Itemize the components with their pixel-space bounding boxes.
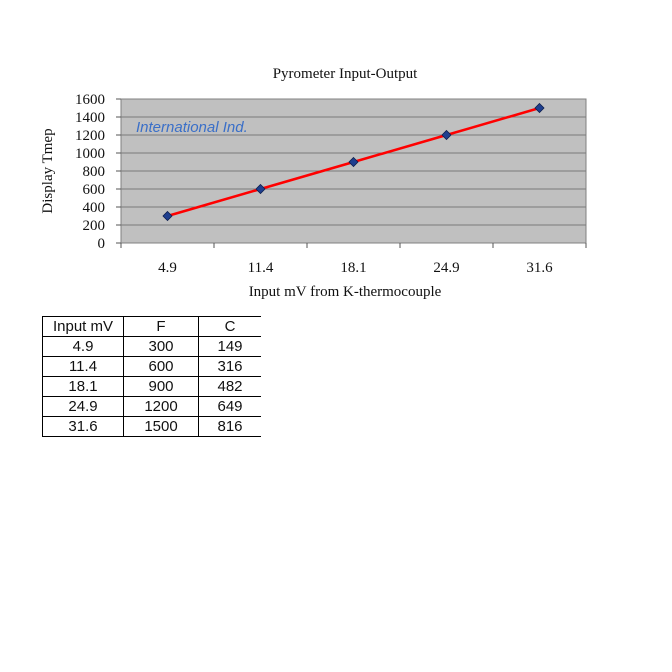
table-cell: 31.6 xyxy=(43,417,124,437)
watermark-text: International Ind. xyxy=(136,119,248,136)
y-tick-label: 800 xyxy=(82,164,105,180)
table-cell: 300 xyxy=(124,337,199,357)
y-tick-label: 0 xyxy=(97,236,105,252)
table-row xyxy=(43,337,262,357)
x-tick-label: 24.9 xyxy=(433,260,460,276)
table-cell: 18.1 xyxy=(43,377,124,397)
table-cell: 149 xyxy=(199,337,262,357)
data-table xyxy=(42,316,261,437)
table-header-c: C xyxy=(199,317,262,337)
table-cell: 600 xyxy=(124,357,199,377)
table-cell: 24.9 xyxy=(43,397,124,417)
y-axis-ticks xyxy=(75,92,121,252)
x-tick-label: 11.4 xyxy=(247,260,274,276)
table-header-row xyxy=(43,317,262,337)
table-row xyxy=(43,357,262,377)
y-tick-label: 400 xyxy=(82,200,105,216)
table-row xyxy=(43,377,262,397)
chart-title: Pyrometer Input-Output xyxy=(272,66,418,82)
table-cell: 11.4 xyxy=(43,357,124,377)
y-tick-label: 1400 xyxy=(75,110,105,126)
table-cell: 1500 xyxy=(124,417,199,437)
y-axis-label: Display Tmep xyxy=(40,128,56,214)
x-tick-label: 31.6 xyxy=(526,260,553,276)
table-cell: 1200 xyxy=(124,397,199,417)
table-row xyxy=(43,397,262,417)
table-cell: 900 xyxy=(124,377,199,397)
table-header-f: F xyxy=(124,317,199,337)
table-header-input-mv: Input mV xyxy=(43,317,124,337)
y-tick-label: 1000 xyxy=(75,146,105,162)
table-cell: 816 xyxy=(199,417,262,437)
table-cell: 482 xyxy=(199,377,262,397)
x-axis-ticks xyxy=(121,243,586,276)
y-tick-label: 600 xyxy=(82,182,105,198)
line-chart xyxy=(0,0,672,310)
x-tick-label: 4.9 xyxy=(158,260,177,276)
x-axis-label: Input mV from K-thermocouple xyxy=(248,284,442,300)
y-tick-label: 1200 xyxy=(75,128,105,144)
table-row xyxy=(43,417,262,437)
x-tick-label: 18.1 xyxy=(340,260,367,276)
y-tick-label: 1600 xyxy=(75,92,105,108)
table-cell: 649 xyxy=(199,397,262,417)
y-tick-label: 200 xyxy=(82,218,105,234)
table-cell: 4.9 xyxy=(43,337,124,357)
table-cell: 316 xyxy=(199,357,262,377)
